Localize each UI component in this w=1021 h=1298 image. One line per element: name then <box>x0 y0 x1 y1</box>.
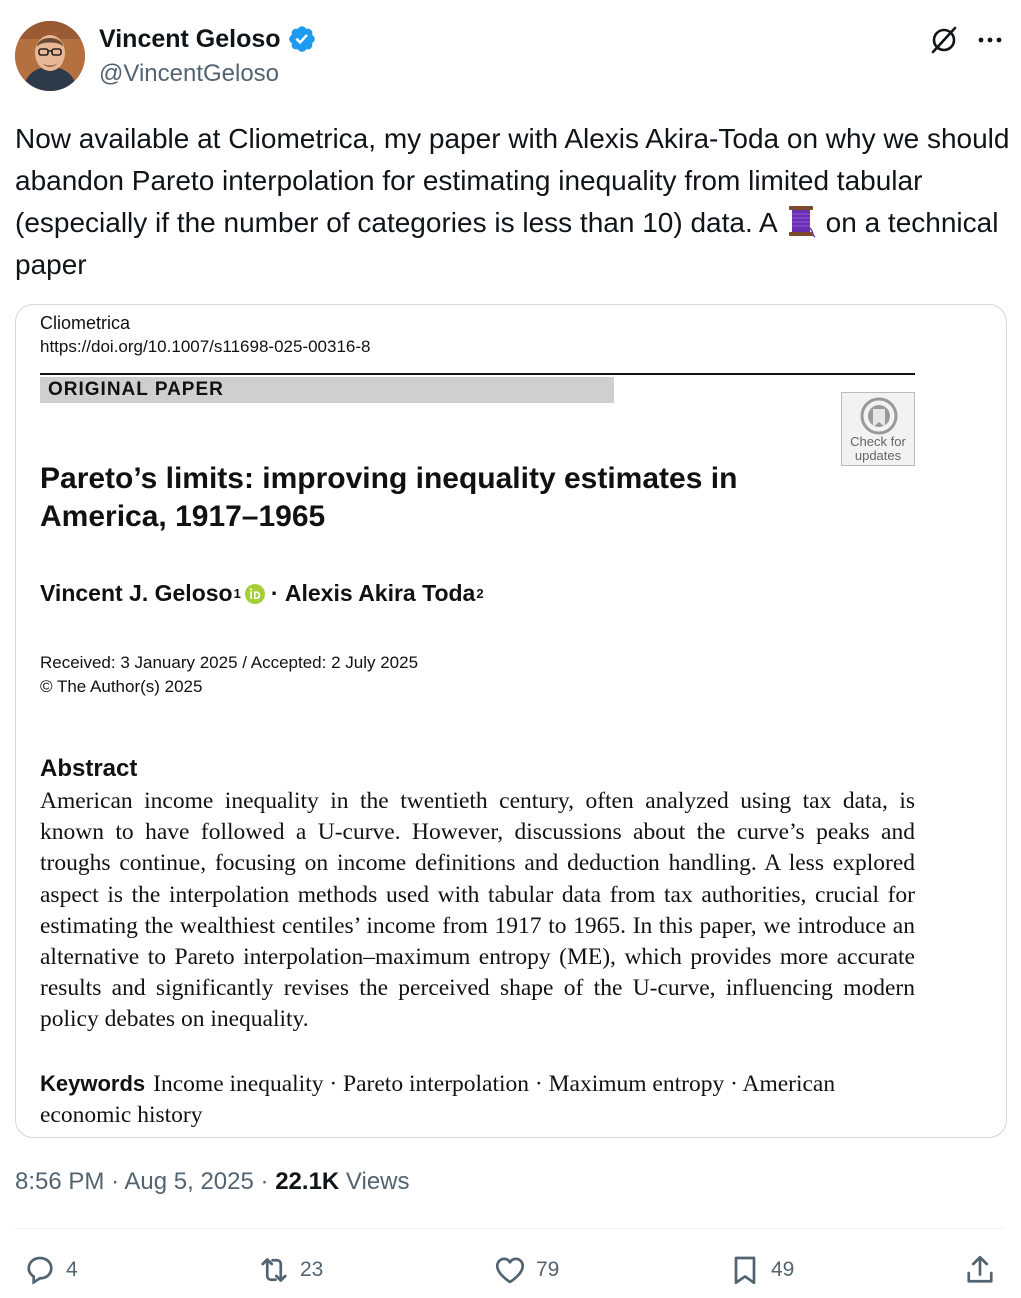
tweet-text-part-1: Now available at Cliometrica, my paper with Alexis Akira-Toda on why we should abandon Pareto interpolation for estimating inequality from limited tabular (especially if the number of categories is less than 10) data. A <box>15 123 1010 238</box>
orcid-icon <box>245 584 265 604</box>
paper-keywords <box>40 1068 915 1131</box>
paper-received-accepted: Received: 3 January 2025 / Accepted: 2 July 2025 <box>40 653 419 672</box>
reply-count: 4 <box>66 1258 78 1281</box>
like-button[interactable] <box>492 1252 559 1288</box>
reply-icon <box>22 1252 58 1288</box>
check-updates-text: Check for updates <box>850 434 906 463</box>
share-button[interactable] <box>962 1252 998 1288</box>
author-2-affiliation: 2 <box>476 586 484 601</box>
author-separator: · <box>270 580 279 606</box>
verified-badge-icon <box>287 24 317 54</box>
author-name-row[interactable] <box>99 24 317 54</box>
paper-authors <box>40 580 484 607</box>
tweet-time[interactable]: 8:56 PM <box>15 1168 105 1195</box>
keywords-label: Keywords <box>40 1071 146 1096</box>
bookmark-icon <box>727 1252 763 1288</box>
repost-icon <box>256 1252 292 1288</box>
check-for-updates-badge <box>841 392 915 466</box>
paper-image[interactable] <box>15 304 1007 1138</box>
avatar[interactable] <box>15 21 85 91</box>
paper-type-label: ORIGINAL PAPER <box>40 377 614 403</box>
tweet-text <box>15 118 1010 286</box>
paper-dates <box>40 651 418 699</box>
abstract-heading: Abstract <box>40 755 138 782</box>
repost-button[interactable] <box>256 1252 323 1288</box>
author-handle[interactable]: @VincentGeloso <box>99 60 280 87</box>
paper-journal: Cliometrica <box>40 313 131 333</box>
keywords-list: Income inequality · Pareto interpolation · Maximum entropy · American economic history <box>40 1071 836 1129</box>
paper-header-rule <box>40 373 915 375</box>
check-updates-icon <box>859 397 899 435</box>
author-display-name[interactable]: Vincent Geloso <box>99 24 281 53</box>
tweet-text-part-2: on a technical paper <box>15 207 999 280</box>
grok-icon[interactable] <box>928 24 960 56</box>
paper-doi: https://doi.org/10.1007/s11698-025-00316-8 <box>40 337 371 356</box>
views-count: 22.1K <box>275 1168 340 1195</box>
paper-copyright: © The Author(s) 2025 <box>40 677 203 696</box>
more-options-icon[interactable] <box>974 24 1006 56</box>
views-label: Views <box>345 1168 410 1195</box>
like-count: 79 <box>536 1258 560 1281</box>
bookmark-count: 49 <box>771 1258 795 1281</box>
tweet-meta <box>15 1168 410 1196</box>
repost-count: 23 <box>300 1258 324 1281</box>
action-divider <box>15 1228 1005 1229</box>
share-icon <box>962 1252 998 1288</box>
paper-author-1: Vincent J. Geloso <box>40 580 233 606</box>
tweet-date[interactable]: Aug 5, 2025 <box>124 1168 254 1195</box>
reply-button[interactable] <box>22 1252 78 1288</box>
meta-separator: · <box>111 1168 120 1195</box>
thread-emoji-icon <box>786 204 816 238</box>
abstract-text: American income inequality in the twentieth century, often analyzed using tax data, is known to have followed a U-curve. However, discussions about the curve’s peaks and troughs continue, focusing on income definitions and deduction handling. A less explored aspect is the interpolation methods used with tabular data from tax authorities, crucial for estimating the wealthiest centiles’ income from 1917 to 1965. In this paper, we introduce an alternative to Pareto interpolation–maximum entropy (ME), which provides more accurate results and significantly revises the perceived shape of the U-curve, influencing modern policy debates on inequality. <box>40 788 915 1033</box>
bookmark-button[interactable] <box>727 1252 794 1288</box>
heart-icon <box>492 1252 528 1288</box>
author-1-affiliation: 1 <box>233 586 241 601</box>
meta-separator-2: · <box>260 1168 269 1195</box>
paper-author-2: Alexis Akira Toda <box>284 580 476 606</box>
paper-title: Pareto’s limits: improving inequality estimates in America, 1917–1965 <box>40 462 738 533</box>
